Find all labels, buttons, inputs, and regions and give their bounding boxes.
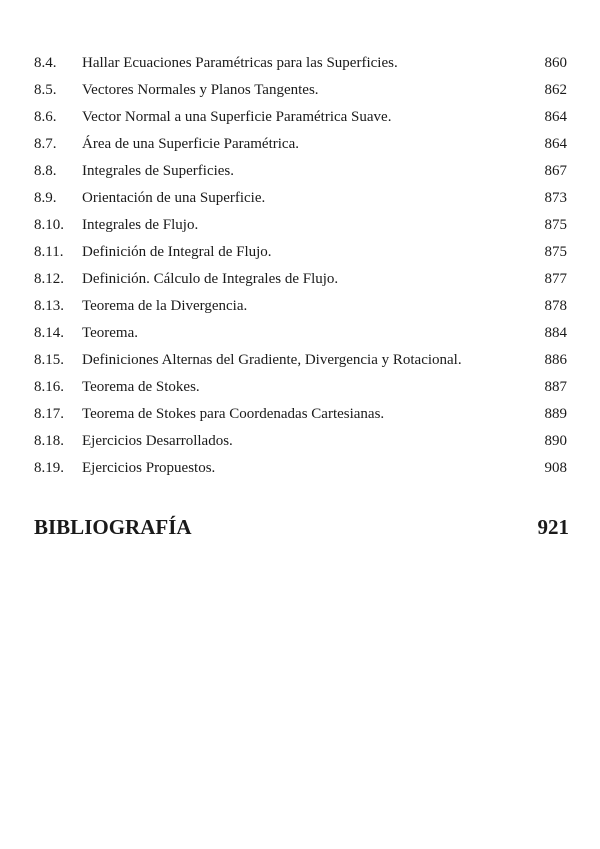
toc-entry xyxy=(0,185,600,212)
toc-entry-title: Integrales de Superficies. xyxy=(82,163,235,179)
toc-entry-title: Teorema de la Divergencia. xyxy=(82,298,248,314)
toc-entry-page: 878 xyxy=(544,298,567,314)
toc-entry-number: 8.11. xyxy=(34,244,64,260)
toc-entry xyxy=(0,239,600,266)
toc-entry xyxy=(0,401,600,428)
toc-entry-number: 8.9. xyxy=(34,190,57,206)
toc-entry xyxy=(0,266,600,293)
toc-entry-page: 877 xyxy=(544,271,567,287)
toc-entry xyxy=(0,77,600,104)
toc-entry-title: Teorema de Stokes. xyxy=(82,379,200,395)
toc-entry-number: 8.4. xyxy=(34,55,57,71)
toc-entry-number: 8.10. xyxy=(34,217,64,233)
toc-entry-number: 8.19. xyxy=(34,460,64,476)
toc-entry xyxy=(0,374,600,401)
toc-entry xyxy=(0,428,600,455)
toc-entry-title: Vectores Normales y Planos Tangentes. xyxy=(82,82,319,98)
toc-entry-page: 889 xyxy=(544,406,567,422)
toc-entry-page: 886 xyxy=(544,352,567,368)
toc-entry-title: Área de una Superficie Paramétrica. xyxy=(82,136,299,152)
bibliography-entry xyxy=(0,512,600,542)
toc-entry-page: 862 xyxy=(544,82,567,98)
toc-entry-number: 8.18. xyxy=(34,433,64,449)
toc-entry-number: 8.16. xyxy=(34,379,64,395)
toc-entry-title: Teorema de Stokes para Coordenadas Cartesianas. xyxy=(82,406,385,422)
toc-entry-page: 864 xyxy=(544,109,567,125)
toc-entry-number: 8.7. xyxy=(34,136,57,152)
bibliography-page: 921 xyxy=(537,515,569,539)
toc-entry-title: Orientación de una Superficie. xyxy=(82,190,266,206)
toc-entry-page: 867 xyxy=(544,163,567,179)
toc-entry xyxy=(0,104,600,131)
toc-entry-number: 8.6. xyxy=(34,109,57,125)
toc-entry-title: Definiciones Alternas del Gradiente, Divergencia y Rotacional. xyxy=(82,352,462,368)
toc-entry-page: 908 xyxy=(544,460,567,476)
toc-entry-title: Ejercicios Propuestos. xyxy=(82,460,216,476)
toc-entry-title: Integrales de Flujo. xyxy=(82,217,199,233)
toc-entry-page: 887 xyxy=(544,379,567,395)
toc-entry xyxy=(0,158,600,185)
toc-entry xyxy=(0,320,600,347)
toc-entry-number: 8.12. xyxy=(34,271,64,287)
toc-entry xyxy=(0,293,600,320)
toc-entry xyxy=(0,131,600,158)
toc-entry-page: 864 xyxy=(544,136,567,152)
toc-entry xyxy=(0,212,600,239)
toc-entry-page: 884 xyxy=(544,325,567,341)
toc-entry-page: 860 xyxy=(544,55,567,71)
toc-entry-title: Teorema. xyxy=(82,325,139,341)
toc-entry-number: 8.8. xyxy=(34,163,57,179)
toc-entry-number: 8.13. xyxy=(34,298,64,314)
toc-entry-page: 890 xyxy=(544,433,567,449)
toc-entry-title: Hallar Ecuaciones Paramétricas para las Superficies. xyxy=(82,55,398,71)
table-of-contents xyxy=(0,50,600,482)
toc-entry xyxy=(0,50,600,77)
toc-entry-number: 8.17. xyxy=(34,406,64,422)
toc-entry-title: Ejercicios Desarrollados. xyxy=(82,433,233,449)
toc-entry xyxy=(0,347,600,374)
toc-entry-title: Definición. Cálculo de Integrales de Flujo. xyxy=(82,271,339,287)
toc-entry-page: 875 xyxy=(544,217,567,233)
toc-entry-number: 8.5. xyxy=(34,82,57,98)
toc-entry-title: Vector Normal a una Superficie Paramétrica Suave. xyxy=(82,109,392,125)
toc-entry-number: 8.15. xyxy=(34,352,64,368)
toc-entry-page: 873 xyxy=(544,190,567,206)
toc-entry-page: 875 xyxy=(544,244,567,260)
bibliography-label: BIBLIOGRAFÍA xyxy=(34,515,192,539)
toc-entry-number: 8.14. xyxy=(34,325,64,341)
toc-entry-title: Definición de Integral de Flujo. xyxy=(82,244,272,260)
toc-entry xyxy=(0,455,600,482)
